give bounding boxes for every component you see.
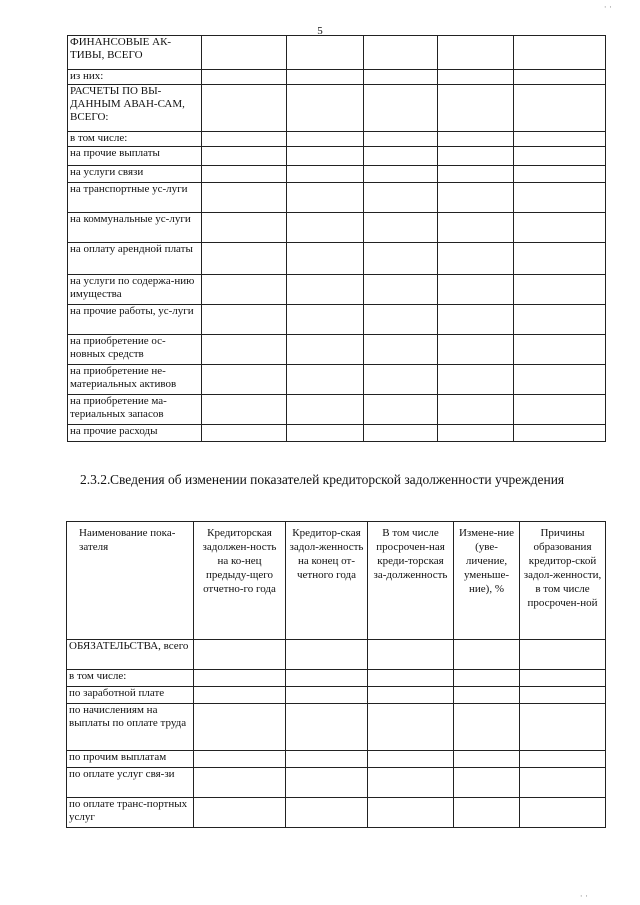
empty-value-cell: [520, 751, 606, 768]
table-row: [68, 275, 606, 305]
empty-value-cell: [454, 704, 520, 751]
header-cell: Наименование пока-зателя: [67, 522, 194, 640]
row-label-cell: на приобретение не-материальных активов: [68, 365, 202, 395]
page-number: 5: [317, 25, 323, 37]
empty-value-cell: [368, 670, 454, 687]
empty-value-cell: [286, 687, 368, 704]
row-label-cell: на коммунальные ус-луги: [68, 213, 202, 243]
empty-value-cell: [514, 425, 606, 442]
empty-value-cell: [438, 365, 514, 395]
empty-value-cell: [194, 768, 286, 798]
empty-value-cell: [287, 335, 364, 365]
empty-value-cell: [514, 395, 606, 425]
table-row: [68, 213, 606, 243]
empty-value-cell: [287, 70, 364, 85]
empty-value-cell: [194, 640, 286, 670]
empty-value-cell: [364, 275, 438, 305]
row-label-cell: в том числе:: [68, 132, 202, 147]
empty-value-cell: [287, 275, 364, 305]
header-cell: Измене-ние (уве-личение, уменьше-ние), %: [454, 522, 520, 640]
row-label-cell: на приобретение ос-новных средств: [68, 335, 202, 365]
row-label-cell: из них:: [68, 70, 202, 85]
row-label-cell: на прочие работы, ус-луги: [68, 305, 202, 335]
table-row: [67, 670, 606, 687]
empty-value-cell: [364, 70, 438, 85]
empty-value-cell: [438, 335, 514, 365]
empty-value-cell: [287, 213, 364, 243]
empty-value-cell: [514, 85, 606, 132]
empty-value-cell: [454, 798, 520, 828]
table-row: [68, 365, 606, 395]
row-label-cell: по прочим выплатам: [67, 751, 194, 768]
row-label-cell: на услуги по содержа-нию имущества: [68, 275, 202, 305]
empty-value-cell: [364, 425, 438, 442]
empty-value-cell: [438, 36, 514, 70]
row-label-cell: на прочие расходы: [68, 425, 202, 442]
empty-value-cell: [202, 36, 287, 70]
table-row: [67, 798, 606, 828]
empty-value-cell: [514, 305, 606, 335]
row-label-cell: на приобретение ма-териальных запасов: [68, 395, 202, 425]
table-row: [68, 36, 606, 70]
empty-value-cell: [202, 275, 287, 305]
empty-value-cell: [514, 166, 606, 183]
row-label-cell: в том числе:: [67, 670, 194, 687]
empty-value-cell: [520, 798, 606, 828]
empty-value-cell: [286, 670, 368, 687]
section-number: 2.3.2.: [80, 472, 111, 487]
empty-value-cell: [438, 243, 514, 275]
empty-value-cell: [514, 275, 606, 305]
empty-value-cell: [520, 687, 606, 704]
empty-value-cell: [368, 640, 454, 670]
empty-value-cell: [514, 243, 606, 275]
empty-value-cell: [286, 640, 368, 670]
empty-value-cell: [287, 132, 364, 147]
empty-value-cell: [368, 687, 454, 704]
empty-value-cell: [438, 166, 514, 183]
table-row: [68, 395, 606, 425]
table-row: [68, 305, 606, 335]
row-label-cell: по оплате услуг свя-зи: [67, 768, 194, 798]
empty-value-cell: [454, 768, 520, 798]
empty-value-cell: [364, 36, 438, 70]
empty-value-cell: [202, 166, 287, 183]
empty-value-cell: [364, 305, 438, 335]
table-row: [68, 85, 606, 132]
empty-value-cell: [194, 798, 286, 828]
row-label-cell: РАСЧЕТЫ ПО ВЫ-ДАННЫМ АВАН-САМ, ВСЕГО:: [68, 85, 202, 132]
empty-value-cell: [286, 704, 368, 751]
table-row: [68, 147, 606, 166]
empty-value-cell: [520, 640, 606, 670]
table-row: [68, 166, 606, 183]
empty-value-cell: [287, 36, 364, 70]
empty-value-cell: [202, 183, 287, 213]
empty-value-cell: [194, 670, 286, 687]
empty-value-cell: [514, 132, 606, 147]
row-label-cell: на оплату арендной платы: [68, 243, 202, 275]
empty-value-cell: [514, 213, 606, 243]
header-cell: Причины образования кредитор-ской задол-женности, в том числе просрочен-ной: [520, 522, 606, 640]
empty-value-cell: [364, 395, 438, 425]
empty-value-cell: [514, 36, 606, 70]
table-row: [67, 768, 606, 798]
row-label-cell: по заработной плате: [67, 687, 194, 704]
empty-value-cell: [287, 243, 364, 275]
empty-value-cell: [454, 640, 520, 670]
table-row: [68, 425, 606, 442]
empty-value-cell: [454, 687, 520, 704]
empty-value-cell: [454, 670, 520, 687]
row-label-cell: по оплате транс-портных услуг: [67, 798, 194, 828]
row-label-cell: на прочие выплаты: [68, 147, 202, 166]
empty-value-cell: [202, 132, 287, 147]
scan-mark: · ·: [579, 891, 588, 901]
financial-assets-table: [67, 35, 606, 442]
empty-value-cell: [364, 132, 438, 147]
empty-value-cell: [286, 798, 368, 828]
empty-value-cell: [287, 425, 364, 442]
table-row: [68, 183, 606, 213]
empty-value-cell: [514, 365, 606, 395]
table-row: [68, 132, 606, 147]
empty-value-cell: [364, 166, 438, 183]
empty-value-cell: [287, 166, 364, 183]
empty-value-cell: [438, 70, 514, 85]
empty-value-cell: [438, 213, 514, 243]
empty-value-cell: [202, 243, 287, 275]
empty-value-cell: [514, 335, 606, 365]
empty-value-cell: [202, 305, 287, 335]
empty-value-cell: [438, 275, 514, 305]
empty-value-cell: [202, 147, 287, 166]
empty-value-cell: [286, 751, 368, 768]
empty-value-cell: [514, 70, 606, 85]
empty-value-cell: [364, 335, 438, 365]
empty-value-cell: [438, 425, 514, 442]
row-label-cell: на транспортные ус-луги: [68, 183, 202, 213]
empty-value-cell: [202, 85, 287, 132]
empty-value-cell: [364, 85, 438, 132]
empty-value-cell: [438, 85, 514, 132]
empty-value-cell: [364, 147, 438, 166]
empty-value-cell: [438, 132, 514, 147]
empty-value-cell: [364, 365, 438, 395]
table-row: [67, 687, 606, 704]
table-row: [68, 335, 606, 365]
empty-value-cell: [520, 768, 606, 798]
row-label-cell: ФИНАНСОВЫЕ АК-ТИВЫ, ВСЕГО: [68, 36, 202, 70]
empty-value-cell: [202, 213, 287, 243]
empty-value-cell: [287, 305, 364, 335]
empty-value-cell: [438, 183, 514, 213]
header-cell: Кредиторская задолжен-ность на ко-нец предыду-щего отчетно-го года: [194, 522, 286, 640]
row-label-cell: по начислениям на выплаты по оплате труда: [67, 704, 194, 751]
section-heading: [80, 471, 605, 488]
empty-value-cell: [287, 395, 364, 425]
empty-value-cell: [438, 147, 514, 166]
scan-mark: · ·: [603, 2, 612, 12]
empty-value-cell: [514, 183, 606, 213]
empty-value-cell: [368, 768, 454, 798]
header-cell: Кредитор-ская задол-женность на конец от-четного года: [286, 522, 368, 640]
table-header-row: [67, 522, 606, 640]
empty-value-cell: [202, 425, 287, 442]
empty-value-cell: [194, 751, 286, 768]
table-row: [68, 70, 606, 85]
empty-value-cell: [202, 70, 287, 85]
empty-value-cell: [520, 704, 606, 751]
empty-value-cell: [368, 704, 454, 751]
empty-value-cell: [364, 243, 438, 275]
table-row: [68, 243, 606, 275]
creditor-debt-table: [66, 521, 606, 828]
empty-value-cell: [286, 768, 368, 798]
empty-value-cell: [194, 704, 286, 751]
empty-value-cell: [194, 687, 286, 704]
empty-value-cell: [364, 213, 438, 243]
empty-value-cell: [438, 395, 514, 425]
empty-value-cell: [287, 147, 364, 166]
table-row: [67, 640, 606, 670]
empty-value-cell: [368, 751, 454, 768]
table-row: [67, 751, 606, 768]
empty-value-cell: [287, 85, 364, 132]
header-cell: В том числе просрочен-ная креди-торская за-долженность: [368, 522, 454, 640]
empty-value-cell: [202, 365, 287, 395]
section-title: Сведения об изменении показателей кредиторской задолженности учреждения: [110, 472, 565, 487]
empty-value-cell: [454, 751, 520, 768]
row-label-cell: на услуги связи: [68, 166, 202, 183]
empty-value-cell: [202, 395, 287, 425]
empty-value-cell: [364, 183, 438, 213]
empty-value-cell: [514, 147, 606, 166]
empty-value-cell: [287, 365, 364, 395]
empty-value-cell: [438, 305, 514, 335]
empty-value-cell: [520, 670, 606, 687]
row-label-cell: ОБЯЗАТЕЛЬСТВА, всего: [67, 640, 194, 670]
empty-value-cell: [368, 798, 454, 828]
empty-value-cell: [202, 335, 287, 365]
table-row: [67, 704, 606, 751]
empty-value-cell: [287, 183, 364, 213]
